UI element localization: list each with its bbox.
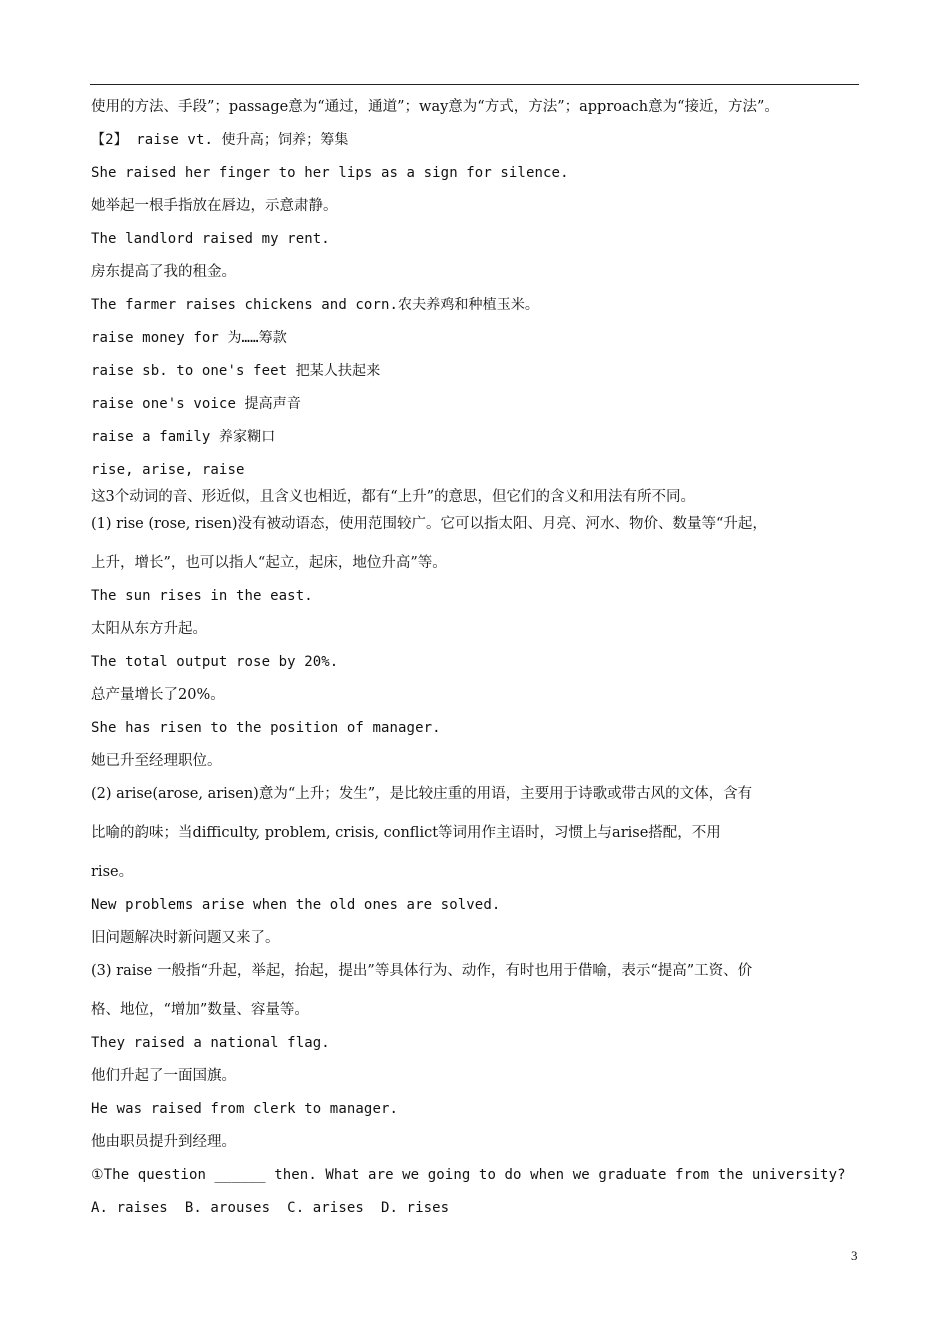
example-sentence: The total output rose by 20%. [91,654,339,670]
phrase: raise money for 为……筹款 [91,330,287,346]
comparison-heading: rise, arise, raise [91,462,245,478]
example-sentence: The sun rises in the east. [91,588,313,604]
phrase: raise a family 养家糊口 [91,429,276,445]
text-line: (1) rise (rose, risen)没有被动语态，使用范围较广。它可以指太阳、月亮、河水、物价、数量等“升起， [91,516,767,532]
example-sentence: The farmer raises chickens and corn.农夫养鸡和种植玉米。 [91,297,540,313]
text-line: 格、地位，“增加”数量、容量等。 [91,1002,309,1018]
exercise-question: ①The question ______ then. What are we going to do when we graduate from the university? [91,1167,846,1183]
example-sentence: She raised her finger to her lips as a sign for silence. [91,165,569,181]
text-line: 这3个动词的音、形近似，且含义也相近，都有“上升”的意思，但它们的含义和用法有所不同。 [91,489,696,505]
text-line: rise。 [91,864,134,880]
translation: 房东提高了我的租金。 [91,264,236,280]
phrase: raise sb. to one's feet 把某人扶起来 [91,363,381,379]
translation: 她举起一根手指放在唇边，示意肃静。 [91,198,338,214]
translation: 旧问题解决时新问题又来了。 [91,930,280,946]
section-heading: 【2】 raise vt. 使升高；饲养；筹集 [91,132,349,148]
header-rule [90,84,859,85]
text-line: 比喻的韵味；当difficulty, problem, crisis, conflict等词用作主语时，习惯上与arise搭配，不用 [91,825,721,841]
text-line: (2) arise(arose, arisen)意为“上升；发生”，是比较庄重的用语，主要用于诗歌或带古风的文体，含有 [91,786,753,802]
example-sentence: They raised a national flag. [91,1035,330,1051]
translation: 太阳从东方升起。 [91,621,207,637]
example-sentence: She has risen to the position of manager. [91,720,441,736]
translation: 他由职员提升到经理。 [91,1134,236,1150]
body-text [91,98,871,1232]
exercise-options: A. raises B. arouses C. arises D. rises [91,1200,450,1216]
example-sentence: New problems arise when the old ones are solved. [91,897,501,913]
translation: 总产量增长了20%。 [91,687,225,703]
text-line: 使用的方法、手段”；passage意为“通过，通道”；way意为“方式，方法”；approach意为“接近，方法”。 [91,99,779,115]
translation: 她已升至经理职位。 [91,753,222,769]
phrase: raise one's voice 提高声音 [91,396,301,412]
example-sentence: He was raised from clerk to manager. [91,1101,399,1117]
page-number: 3 [851,1248,858,1263]
translation: 他们升起了一面国旗。 [91,1068,236,1084]
text-line: (3) raise 一般指“升起，举起，抬起，提出”等具体行为、动作，有时也用于借喻，表示“提高”工资、价 [91,963,753,979]
text-line: 上升，增长”，也可以指人“起立，起床，地位升高”等。 [91,555,447,571]
example-sentence: The landlord raised my rent. [91,231,330,247]
